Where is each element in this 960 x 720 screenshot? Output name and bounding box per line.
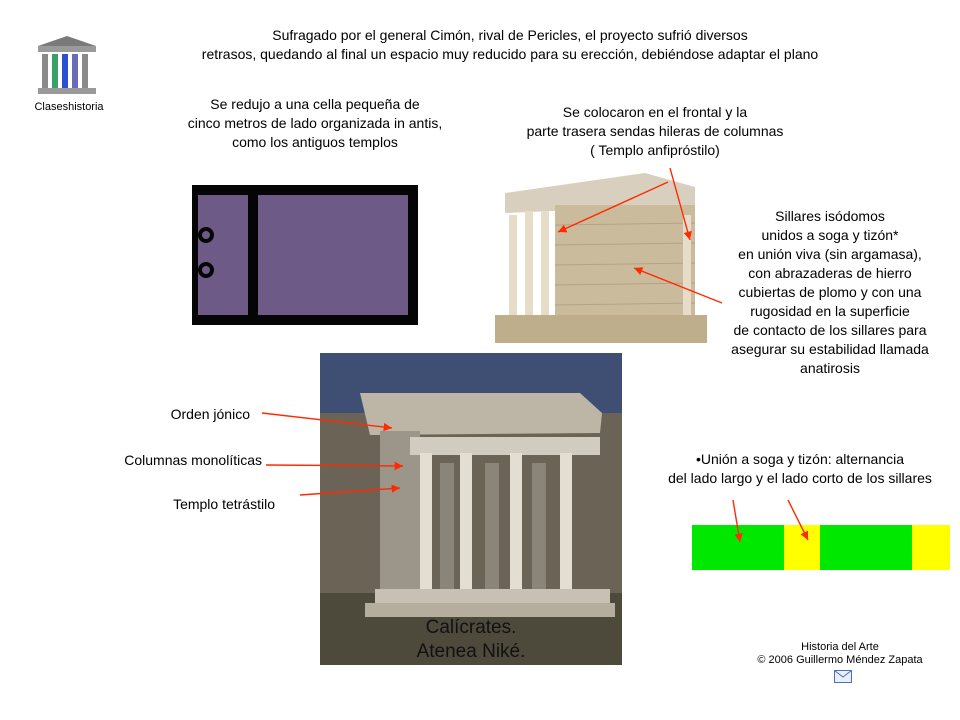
photo-caption-line-1: Calícrates. — [425, 617, 517, 638]
temple-side-photo — [495, 165, 707, 343]
logo-label: Claseshistoria — [34, 101, 104, 113]
bond-text: •Unión a soga y tizón: alternancia del lado largo y el lado corto de los sillares — [668, 451, 932, 486]
header-line-1: Sufragado por el general Cimón, rival de Pericles, el proyecto sufrió diversos — [272, 27, 748, 43]
header-line-2: retrasos, quedando al final un espacio muy reducido para su erección, debiéndose adaptar el plano — [201, 46, 819, 62]
temple-plan-image — [192, 185, 418, 325]
front-caption: Se colocaron en el frontal y la parte trasera sendas hileras de columnas ( Templo anfipróstilo) — [526, 104, 784, 158]
footer-line-1: Historia del Arte — [801, 641, 879, 653]
logo — [34, 34, 100, 96]
bond-pattern-bar — [692, 525, 950, 570]
label-ionic-order: Orden jónico — [170, 406, 250, 422]
label-tetrastyle: Templo tetrástilo — [173, 496, 275, 512]
photo-caption-line-2: Atenea Niké. — [416, 641, 526, 662]
masonry-text: Sillares isódomos unidos a soga y tizón* en unión viva (sin argamasa), con abrazaderas de hierro cubiertas de plomo y con una rugosidad en la superficie de contacto de los sillares para asegurar su estabilidad llamada anatirosis — [731, 208, 929, 376]
footer-line-2: © 2006 Guillermo Méndez Zapata — [757, 654, 923, 666]
label-monolithic-columns: Columnas monolíticas — [124, 452, 262, 468]
mail-icon[interactable] — [834, 670, 852, 683]
temple-front-photo — [320, 353, 622, 665]
temple-logo-icon — [34, 34, 100, 96]
plan-caption: Se redujo a una cella pequeña de cinco metros de lado organizada in antis, como los antiguos templos — [187, 96, 443, 150]
